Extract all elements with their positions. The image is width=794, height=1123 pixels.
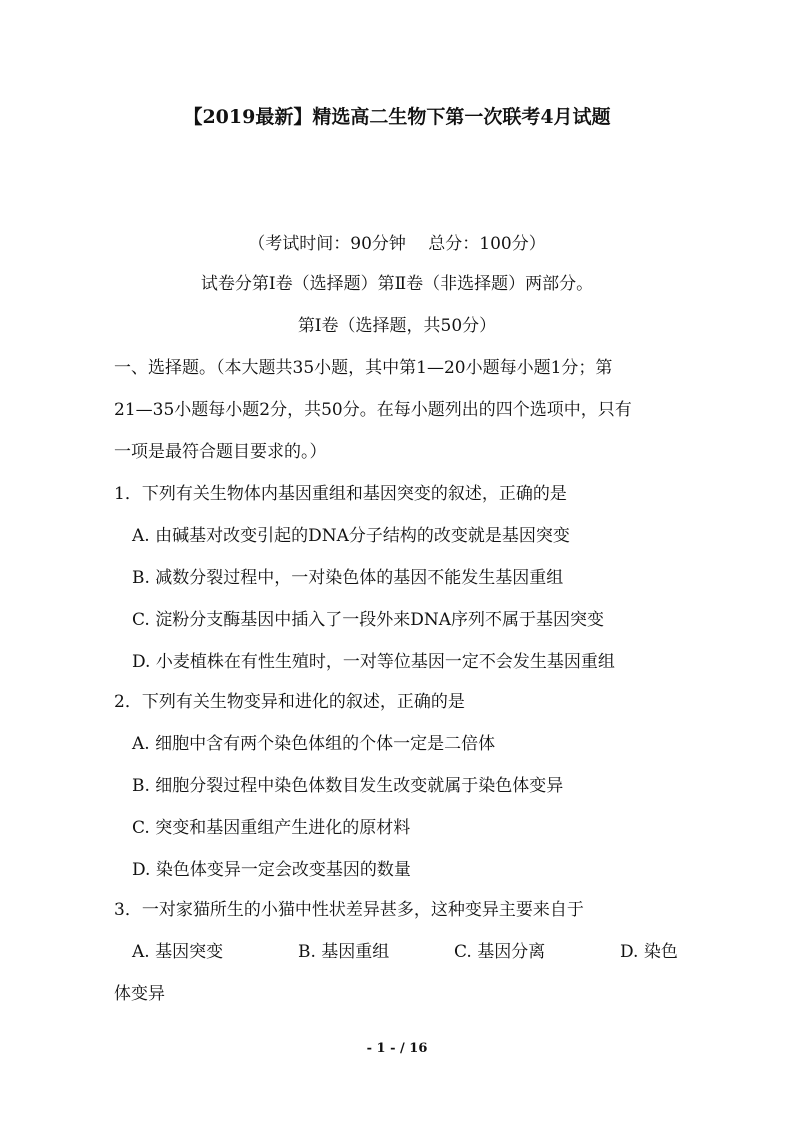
section-instruction-line-1: 一、选择题。（本大题共35小题，其中第1—20小题每小题1分；第: [114, 358, 613, 378]
question-3-option-b: B. 基因重组: [298, 942, 390, 962]
structure-note: 试卷分第Ⅰ卷（选择题）第Ⅱ卷（非选择题）两部分。: [200, 274, 594, 294]
question-3-options: [132, 940, 692, 964]
section-instruction-line-3: 一项是最符合题目要求的。）: [114, 442, 327, 462]
document-title: 【2019最新】精选高二生物下第一次联考4月试题: [183, 106, 611, 128]
section-instruction-line-2: 21—35小题每小题2分，共50分。在每小题列出的四个选项中，只有: [114, 400, 632, 420]
question-1-option-c: C. 淀粉分支酶基因中插入了一段外来DNA序列不属于基因突变: [132, 610, 604, 630]
question-2-option-b: B. 细胞分裂过程中染色体数目发生改变就属于染色体变异: [132, 776, 564, 796]
question-2-stem: 2．下列有关生物变异和进化的叙述，正确的是: [114, 692, 465, 712]
page-footer: - 1 - / 16: [366, 1041, 428, 1056]
question-3-option-c: C. 基因分离: [454, 942, 546, 962]
exam-info: （考试时间：90分钟 总分：100分）: [248, 234, 546, 254]
question-3-option-d-wrap: 体变异: [114, 984, 165, 1004]
question-1-option-a: A. 由碱基对改变引起的DNA分子结构的改变就是基因突变: [132, 526, 570, 546]
question-2-option-d: D. 染色体变异一定会改变基因的数量: [132, 860, 411, 880]
question-3-stem: 3．一对家猫所生的小猫中性状差异甚多，这种变异主要来自于: [114, 900, 584, 920]
question-3-option-d: D. 染色: [620, 942, 678, 962]
question-1-stem: 1．下列有关生物体内基因重组和基因突变的叙述，正确的是: [114, 484, 567, 504]
question-1-option-b: B. 减数分裂过程中，一对染色体的基因不能发生基因重组: [132, 568, 564, 588]
question-3-option-a: A. 基因突变: [132, 942, 224, 962]
question-1-option-d: D. 小麦植株在有性生殖时，一对等位基因一定不会发生基因重组: [132, 652, 615, 672]
question-2-option-a: A. 细胞中含有两个染色体组的个体一定是二倍体: [132, 734, 496, 754]
question-2-option-c: C. 突变和基因重组产生进化的原材料: [132, 818, 411, 838]
part1-heading: 第Ⅰ卷（选择题，共50分）: [297, 316, 497, 336]
